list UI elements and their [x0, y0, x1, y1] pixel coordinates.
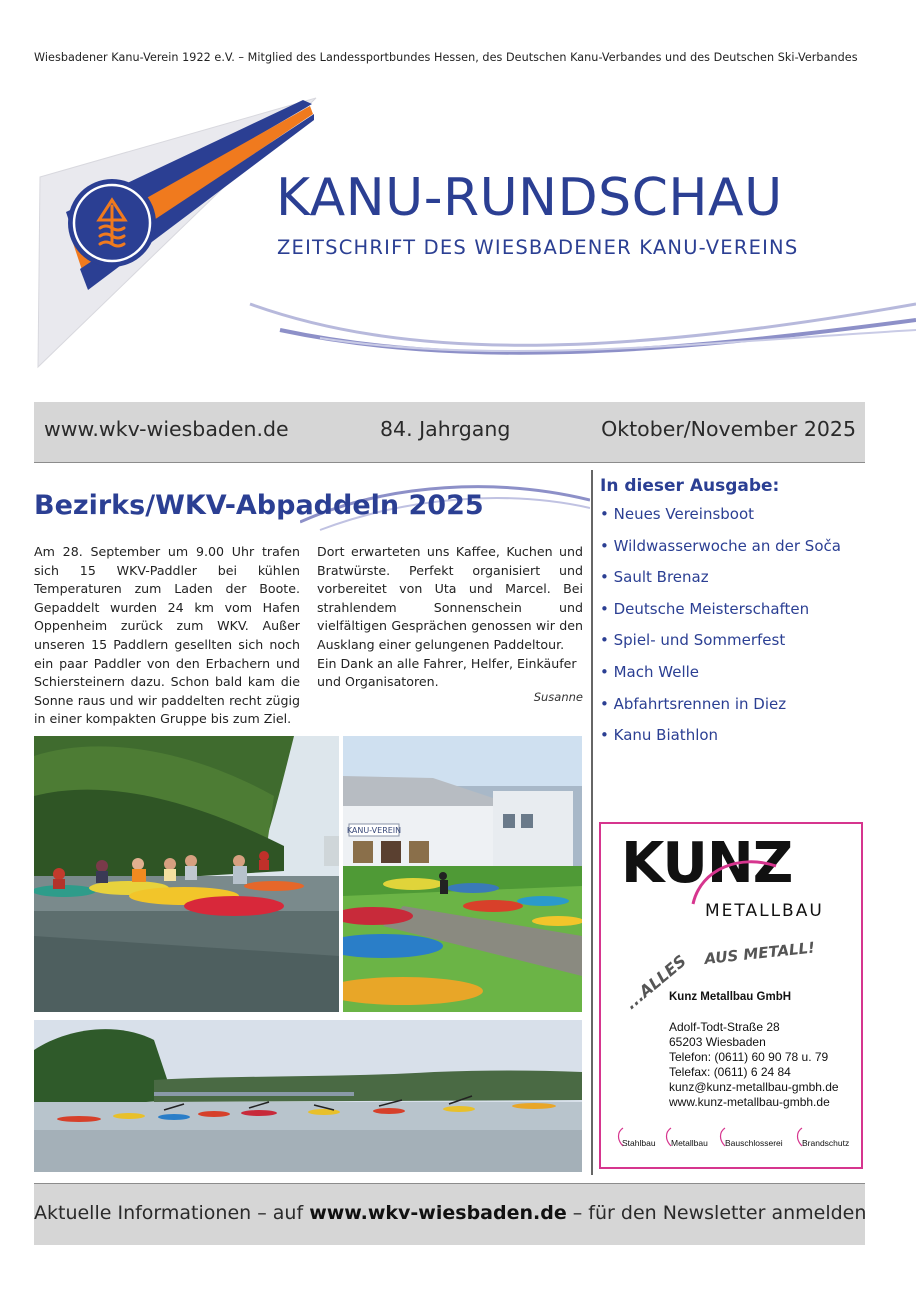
issue-info-bar	[34, 402, 865, 463]
article-signature: Susanne	[533, 690, 583, 704]
advertisement-kunz-metallbau[interactable]	[599, 822, 863, 1169]
column-divider	[591, 470, 593, 1175]
footer-prefix: Aktuelle Informationen – auf	[34, 1202, 310, 1224]
ad-website: www.kunz-metallbau-gmbh.de	[669, 1095, 830, 1109]
photo-paddlers-river	[34, 736, 339, 1012]
ad-brand: KUNZ	[621, 831, 793, 896]
article-column-2	[317, 543, 583, 692]
issue-date: Oktober/November 2025	[601, 417, 856, 441]
newsletter-footer	[34, 1183, 865, 1245]
toc-item[interactable]: • Deutsche Meisterschaften	[600, 599, 810, 618]
header-swoosh	[240, 290, 916, 370]
toc-heading: In dieser Ausgabe:	[600, 476, 780, 496]
toc-item[interactable]: • Mach Welle	[600, 662, 700, 681]
ad-brand-sub: METALLBAU	[705, 901, 824, 921]
article-paragraph: Dort erwarteten uns Kaffee, Kuchen und Bratwürste. Perfekt organisiert und vorbereitet von Uta und Marcel. Bei strahlendem Sonnenschein und vielfältigen Gesprächen genossen wir den Ausklang einer gelungenen Paddeltour.	[317, 544, 583, 652]
ad-slogan-right: AUS METALL!	[703, 938, 816, 968]
ad-address-line: Adolf-Todt-Straße 28	[669, 1020, 780, 1034]
toc-item[interactable]: • Wildwasserwoche an der Soča	[600, 536, 841, 555]
magazine-title: KANU-RUNDSCHAU	[276, 168, 783, 228]
toc-item[interactable]: • Spiel- und Sommerfest	[600, 631, 786, 650]
website-link[interactable]: www.wkv-wiesbaden.de	[44, 417, 289, 441]
ad-service: Brandschutz	[802, 1138, 850, 1148]
ad-service: Bauschlosserei	[725, 1138, 783, 1148]
boathouse-sign: KANU-VEREIN	[346, 826, 402, 835]
toc-item[interactable]: • Abfahrtsrennen in Diez	[600, 694, 787, 713]
ad-company: Kunz Metallbau GmbH	[669, 991, 792, 1003]
article-paragraph: Ein Dank an alle Fahrer, Helfer, Einkäufer und Organisatoren.	[317, 655, 577, 690]
magazine-subtitle: ZEITSCHRIFT DES WIESBADENER KANU-VEREINS	[277, 236, 799, 259]
ad-email: kunz@kunz-metallbau-gmbh.de	[669, 1080, 839, 1094]
ad-fax: Telefax: (0611) 6 24 84	[669, 1065, 791, 1079]
publisher-line: Wiesbadener Kanu-Verein 1922 e.V. – Mitglied des Landessportbundes Hessen, des Deutschen Kanu-Verbandes und des Deutschen Ski-Verbandes	[34, 51, 858, 64]
footer-text	[34, 1202, 865, 1224]
toc-list	[600, 502, 841, 755]
toc-item[interactable]: • Kanu Biathlon	[600, 726, 719, 745]
volume-label: 84. Jahrgang	[380, 417, 511, 441]
ad-graphic	[601, 824, 861, 1167]
ad-phone: Telefon: (0611) 60 90 78 u. 79	[669, 1050, 829, 1064]
toc-item[interactable]: • Neues Vereinsboot	[600, 505, 755, 523]
footer-link[interactable]: www.wkv-wiesbaden.de	[309, 1202, 567, 1224]
toc-item[interactable]: • Sault Brenaz	[600, 568, 709, 587]
ad-slogan-left: ...ALLES	[621, 951, 690, 1014]
ad-service: Stahlbau	[622, 1138, 656, 1148]
photo-paddlers-group	[34, 1020, 582, 1172]
photo-boathouse	[343, 736, 582, 1012]
footer-suffix: – für den Newsletter anmelden	[566, 1202, 867, 1224]
ad-service: Metallbau	[671, 1138, 708, 1148]
article-title: Bezirks/WKV-Abpaddeln 2025	[34, 490, 484, 521]
ad-address-line: 65203 Wiesbaden	[669, 1035, 766, 1049]
article-column-1: Am 28. September um 9.00 Uhr trafen sich 15 WKV-Paddler bei kühlen Temperaturen zum Laden der Boote. Gepaddelt wurden 24 km vom Hafen Oppenheim zurück zum WKV. Außer unseren 15 Paddlern gesellten sich noch ein paar Paddler von den Erbachern und Schiersteinern dazu. Schon bald kam die Sonne raus und wir paddelten recht zügig in einer kompakten Gruppe bis zum Ziel.	[34, 544, 300, 727]
